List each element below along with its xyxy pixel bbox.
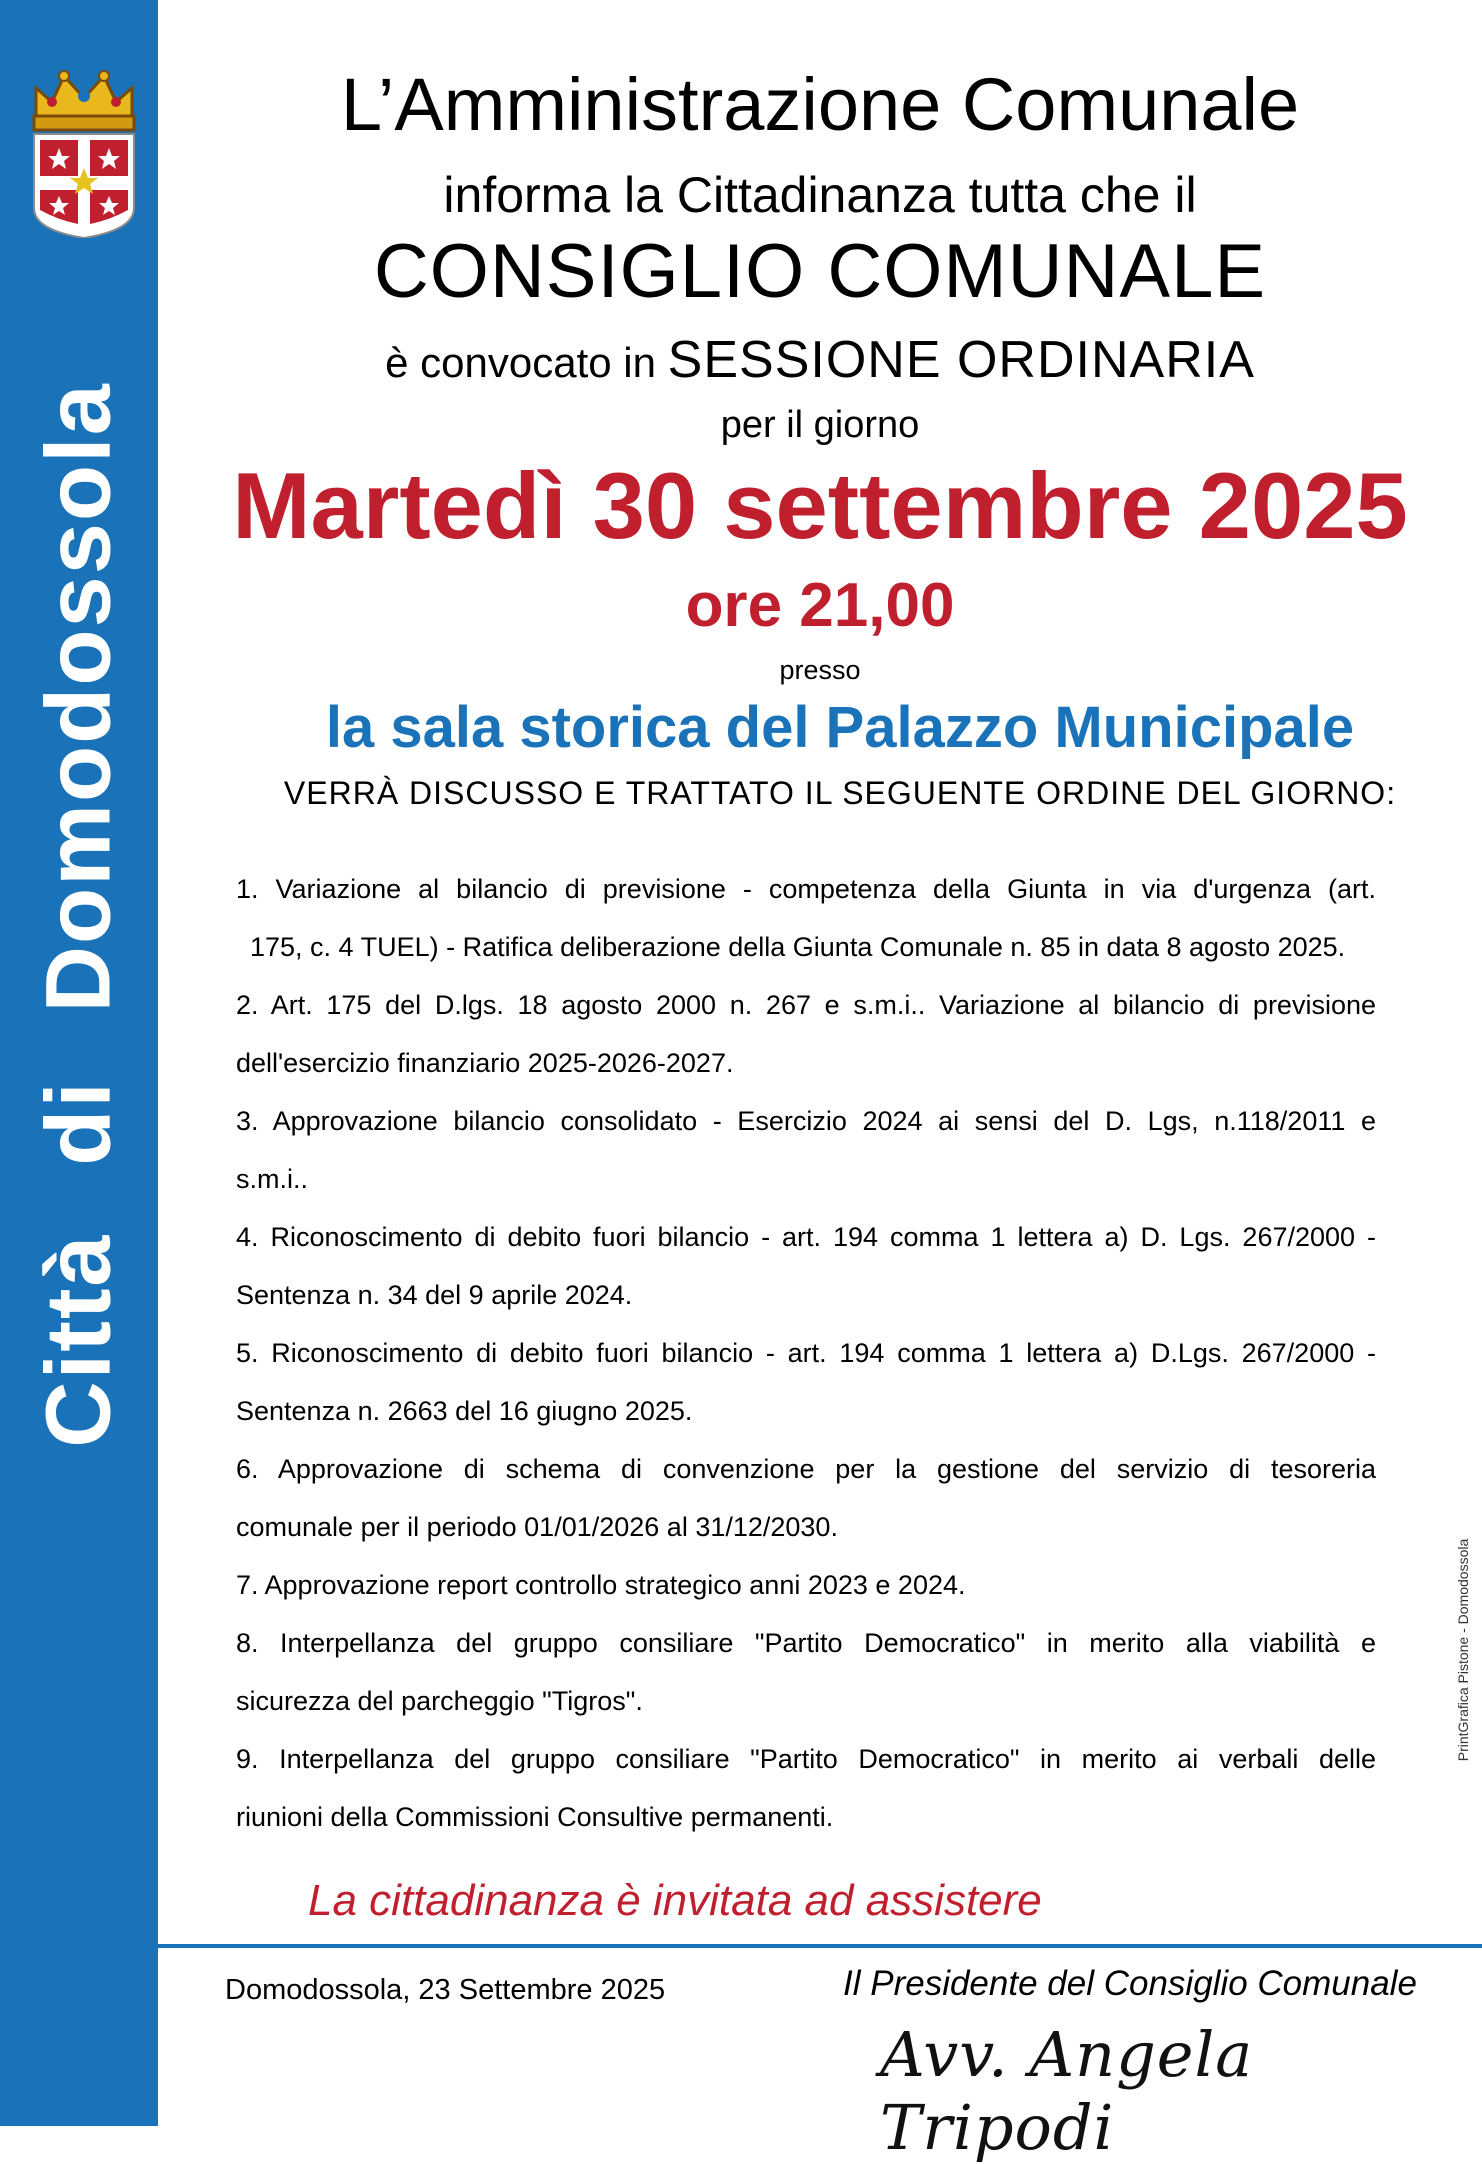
agenda-list: [236, 860, 1376, 1846]
agenda-item: [236, 976, 1376, 1092]
meeting-date: Martedì 30 settembre 2025: [232, 453, 1408, 558]
venue: la sala storica del Palazzo Municipale: [325, 695, 1355, 760]
for-the-day-line: per il giorno: [720, 404, 920, 446]
agenda-item-line: 2. Art. 175 del D.lgs. 18 agosto 2000 n. 267 e s.m.i.. Variazione al bilancio di previsione: [236, 990, 1376, 1020]
meeting-time: ore 21,00: [685, 571, 955, 640]
signature: Avv. Angela Tripodi: [880, 2018, 1254, 2164]
agenda-item-line: 6. Approvazione di schema di convenzione per la gestione del servizio di tesoreria: [236, 1454, 1376, 1484]
council-heading: CONSIGLIO COMUNALE: [373, 229, 1267, 314]
administration-heading: L’Amministrazione Comunale: [340, 63, 1300, 146]
agenda-item-line: 5. Riconoscimento di debito fuori bilancio - art. 194 comma 1 lettera a) D.Lgs. 267/2000 -: [236, 1338, 1376, 1368]
agenda-item-line: comunale per il periodo 01/01/2026 al 31/12/2030.: [236, 1512, 838, 1542]
printer-credit: PrintGrafica Pistone - Domodossola: [1455, 1538, 1471, 1762]
agenda-item-line: Sentenza n. 2663 del 16 giugno 2025.: [236, 1396, 693, 1426]
agenda-item-line: 9. Interpellanza del gruppo consiliare "Partito Democratico" in merito ai verbali delle: [236, 1744, 1376, 1774]
footer-divider: [158, 1944, 1482, 1948]
agenda-item-line: 175, c. 4 TUEL) - Ratifica deliberazione della Giunta Comunale n. 85 in data 8 agosto 2025.: [250, 932, 1346, 962]
agenda-item-line: 8. Interpellanza del gruppo consiliare "Partito Democratico" in merito alla viabilità e: [236, 1628, 1376, 1658]
agenda-item-line: 3. Approvazione bilancio consolidato - Esercizio 2024 ai sensi del D. Lgs, n.118/2011 e: [236, 1106, 1376, 1136]
agenda-item-line: s.m.i..: [236, 1164, 308, 1194]
agenda-item-line: 4. Riconoscimento di debito fuori bilancio - art. 194 comma 1 lettera a) D. Lgs. 267/2000 -: [236, 1222, 1376, 1252]
presso-label: presso: [779, 655, 861, 685]
inform-line: informa la Cittadinanza tutta che il: [443, 167, 1197, 223]
agenda-item: [236, 1208, 1376, 1324]
agenda-item: [236, 1440, 1376, 1556]
president-title: Il Presidente del Consiglio Comunale: [843, 1964, 1417, 2003]
agenda-item-line: 7. Approvazione report controllo strategico anni 2023 e 2024.: [236, 1570, 966, 1600]
agenda-item: [236, 1730, 1376, 1846]
agenda-item-line: riunioni della Commissioni Consultive permanenti.: [236, 1802, 834, 1832]
agenda-item: [236, 1092, 1376, 1208]
city-name-vertical: Città di Domodossola: [27, 382, 130, 1448]
agenda-item: [236, 860, 1376, 976]
coat-of-arms-icon: [28, 58, 140, 238]
sidebar-band: [0, 0, 158, 2126]
session-type: SESSIONE ORDINARIA: [667, 331, 1255, 389]
agenda-item-line: sicurezza del parcheggio "Tigros".: [236, 1686, 643, 1716]
agenda-item: [236, 1324, 1376, 1440]
agenda-item-line: Sentenza n. 34 del 9 aprile 2024.: [236, 1280, 633, 1310]
place-and-date: Domodossola, 23 Settembre 2025: [225, 1974, 666, 2006]
agenda-item: [236, 1556, 1376, 1614]
agenda-intro: VERRÀ DISCUSSO E TRATTATO IL SEGUENTE ORDINE DEL GIORNO:: [283, 775, 1397, 811]
agenda-item-line: 1. Variazione al bilancio di previsione - competenza della Giunta in via d'urgenza (art.: [236, 874, 1376, 904]
agenda-item-line: dell'esercizio finanziario 2025-2026-2027.: [236, 1048, 734, 1078]
agenda-item: [236, 1614, 1376, 1730]
invitation-text: La cittadinanza è invitata ad assistere: [308, 1876, 1042, 1925]
session-prefix: è convocato in: [385, 339, 668, 386]
session-line: [158, 330, 1482, 390]
